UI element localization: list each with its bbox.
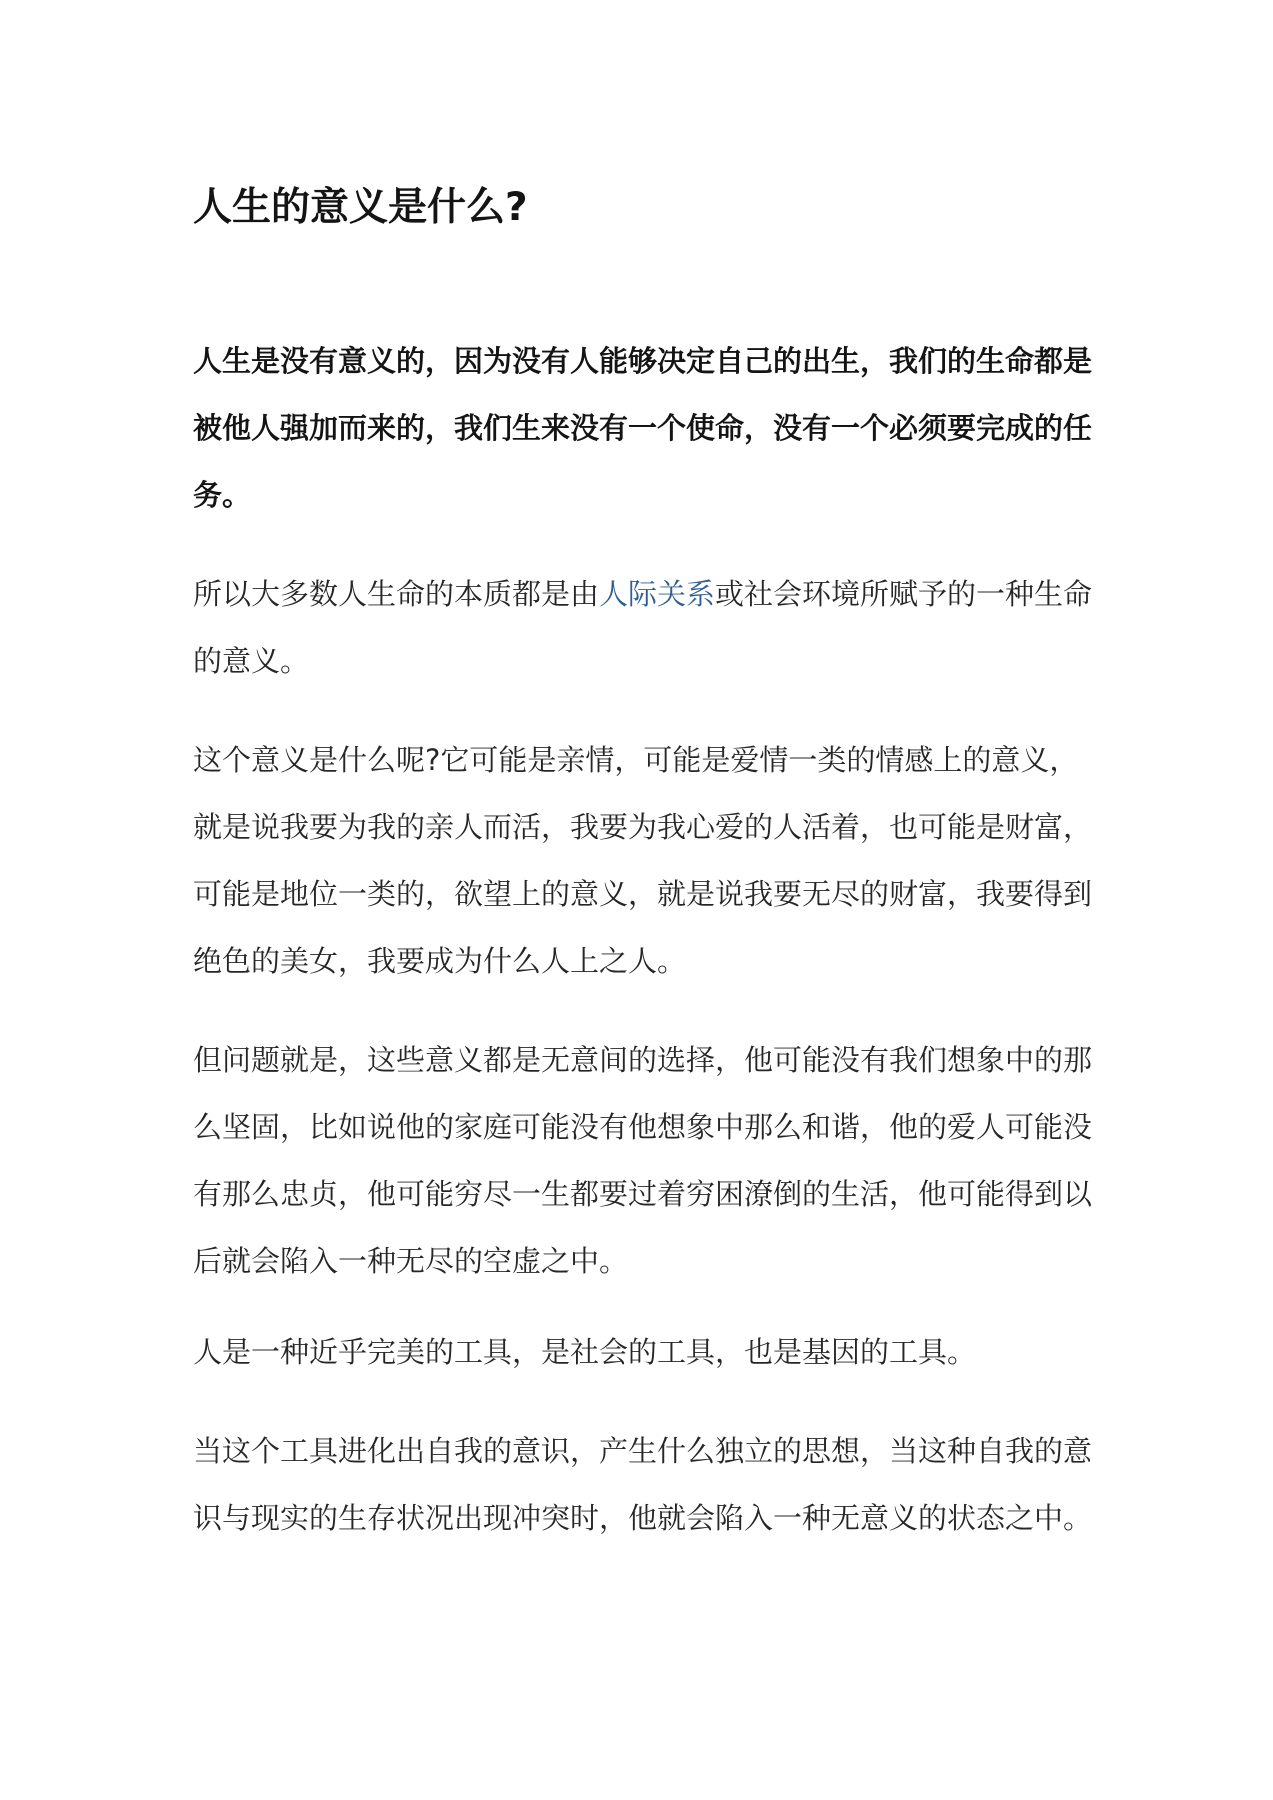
- interpersonal-relations-link[interactable]: 人际关系: [599, 577, 716, 611]
- paragraph-2: [193, 561, 1103, 695]
- paragraph-2-text-before: 所以大多数人生命的本质都是由: [193, 577, 600, 611]
- paragraph-2-text-after: 或社会环境所赋予的一种生命的意义。: [193, 577, 1093, 678]
- article: [193, 178, 1103, 1584]
- paragraph-4: 但问题就是，这些意义都是无意间的选择，他可能没有我们想象中的那么坚固，比如说他的家庭可能没有他想象中那么和谐，他的爱人可能没有那么忠贞，他可能穷尽一生都要过着穷困潦倒的生活，他可能得到以后就会陷入一种无尽的空虚之中。: [193, 1043, 1093, 1278]
- paragraph-6: 当这个工具进化出自我的意识，产生什么独立的思想，当这种自我的意识与现实的生存状况出现冲突时，他就会陷入一种无意义的状态之中。: [193, 1434, 1093, 1535]
- paragraph-3: 这个意义是什么呢?它可能是亲情，可能是爱情一类的情感上的意义，就是说我要为我的亲人而活，我要为我心爱的人活着，也可能是财富，可能是地位一类的，欲望上的意义，就是说我要无尽的财富，我要得到绝色的美女，我要成为什么人上之人。: [193, 743, 1093, 978]
- article-title: 人生的意义是什么?: [193, 185, 528, 230]
- lead-paragraph: 人生是没有意义的，因为没有人能够决定自己的出生，我们的生命都是被他人强加而来的，我们生来没有一个使命，没有一个必须要完成的任务。: [193, 344, 1093, 512]
- paragraph-5: 人是一种近乎完美的工具，是社会的工具，也是基因的工具。: [193, 1335, 977, 1369]
